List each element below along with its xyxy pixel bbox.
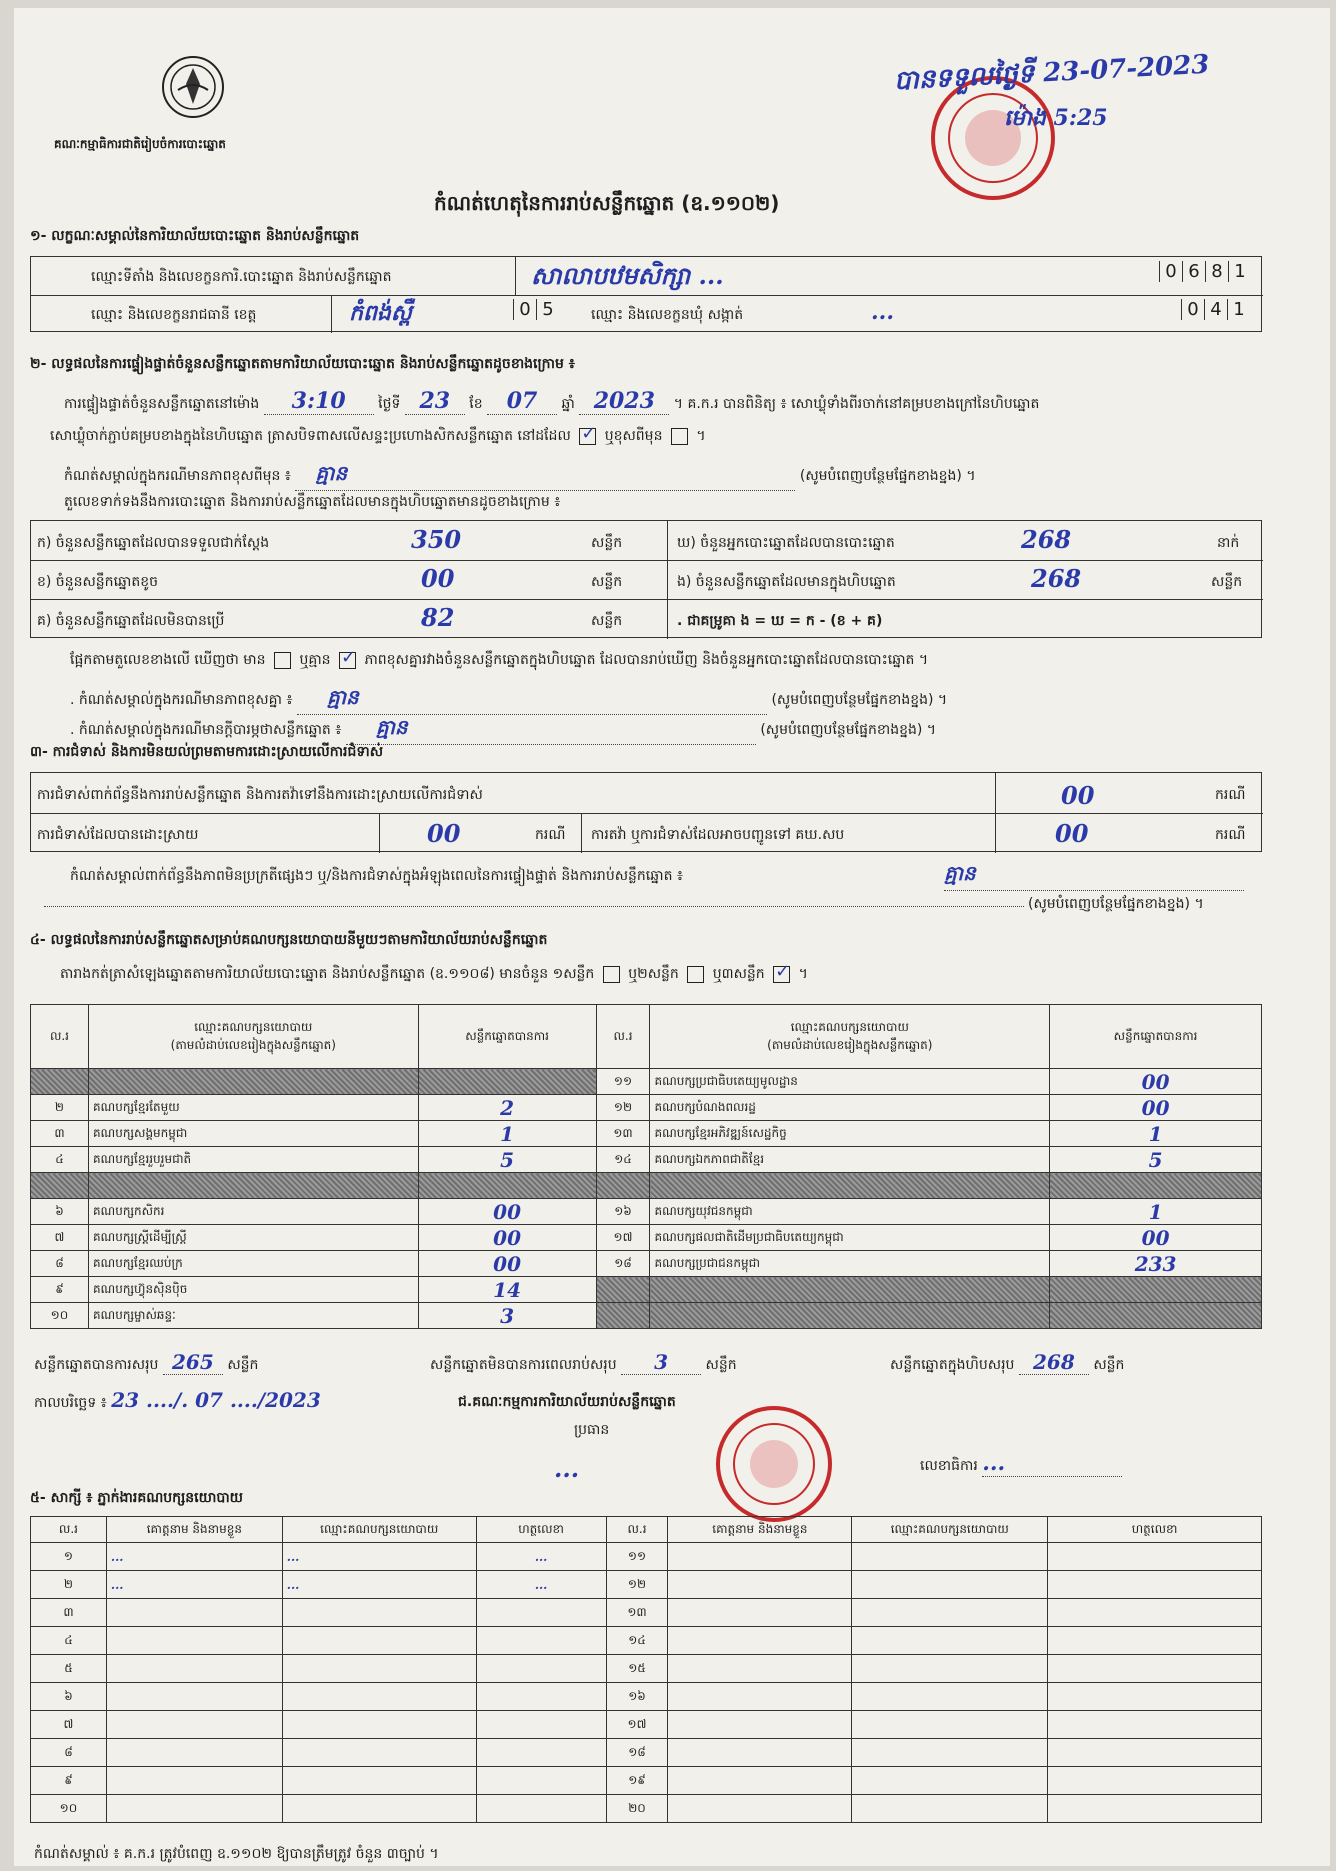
section1-heading: ១- លក្ខណៈសម្គាល់នៃការិយាល័យបោះឆ្នោត និងរាប់សន្លឹកឆ្នោត xyxy=(30,228,360,244)
witness-no-cell-right: ១៣ xyxy=(606,1599,668,1627)
party-no-cell: ៧ xyxy=(31,1225,89,1251)
table-row xyxy=(31,1683,1262,1711)
party-votes-cell: 14 xyxy=(418,1277,596,1303)
witness-party-cell: ... xyxy=(282,1543,476,1571)
verify-month: 07 xyxy=(487,388,557,415)
col-votes-right: សន្លឹកឆ្នោតបានការ xyxy=(1050,1005,1262,1069)
table-row xyxy=(31,1277,1262,1303)
witness-party-cell xyxy=(282,1739,476,1767)
party-votes-cell: 1 xyxy=(1050,1121,1262,1147)
witness-signature-cell xyxy=(476,1655,606,1683)
party-votes-cell: 2 xyxy=(418,1095,596,1121)
witness-table xyxy=(30,1516,1262,1823)
party-votes-cell xyxy=(1050,1173,1262,1199)
witness-col-name-right: គោត្តនាម និងនាមខ្លួន xyxy=(668,1517,852,1543)
difference-note-line: . កំណត់សម្គាល់ក្នុងករណីមានភាពខុសគ្នា ៖ គ្មាន (សូមបំពេញបន្ថែមផ្នែកខាងខ្នង) ។ xyxy=(70,684,947,715)
party-votes-cell: 00 xyxy=(418,1251,596,1277)
box-ballots-label: ង) ចំនួនសន្លឹកឆ្នោតដែលមានក្នុងហិបឆ្នោត xyxy=(677,574,896,590)
witness-signature-cell-right xyxy=(1048,1571,1262,1599)
table-row xyxy=(31,1711,1262,1739)
diff-note-value: គ្មាន xyxy=(295,460,795,491)
party-party-cell: គណបក្សម្ចាស់ឆន្ទៈ xyxy=(88,1303,418,1329)
irregularity-note-label: កំណត់សម្គាល់ពាក់ព័ន្ធនឹងភាពមិនប្រក្រតីផ្សេងៗ ឬ/និងការជំទាស់ក្នុងអំឡុងពេលនៃការផ្ទៀងផ្ទាត់ និងការរាប់សន្លឹកឆ្នោត ៖ xyxy=(70,868,684,884)
party-results-table xyxy=(30,1004,1262,1329)
witness-signature-cell xyxy=(476,1711,606,1739)
witness-name-cell-right xyxy=(668,1767,852,1795)
witness-col-party-right: ឈ្មោះគណបក្សនយោបាយ xyxy=(852,1517,1048,1543)
witness-no-cell: ៥ xyxy=(31,1655,107,1683)
witness-name-cell-right xyxy=(668,1711,852,1739)
party-party-cell xyxy=(650,1277,1050,1303)
table-row xyxy=(31,1739,1262,1767)
tally-3-sheet-checkbox[interactable]: ✓ xyxy=(775,960,791,982)
committee-stamp-icon xyxy=(714,1404,834,1524)
witness-name-cell-right xyxy=(668,1627,852,1655)
witness-no-cell: ១០ xyxy=(31,1795,107,1823)
party-votes-cell: 1 xyxy=(418,1121,596,1147)
witness-no-cell-right: ១២ xyxy=(606,1571,668,1599)
party-party-cell: គណបក្សខ្មែរតែមួយ xyxy=(88,1095,418,1121)
witness-col-party: ឈ្មោះគណបក្សនយោបាយ xyxy=(282,1517,476,1543)
witness-signature-cell xyxy=(476,1739,606,1767)
party-no-cell: ៨ xyxy=(31,1251,89,1277)
witness-no-cell-right: ១៥ xyxy=(606,1655,668,1683)
witness-name-cell-right xyxy=(668,1599,852,1627)
objection-forwarded-value: 00 xyxy=(1055,819,1089,848)
party-party-cell: គណបក្សខ្មែរឈប់ក្រ xyxy=(88,1251,418,1277)
witness-signature-cell: ... xyxy=(476,1543,606,1571)
difference-yes-checkbox[interactable] xyxy=(274,652,291,669)
witness-signature-cell-right xyxy=(1048,1711,1262,1739)
witness-signature-cell-right xyxy=(1048,1599,1262,1627)
province-value: កំពង់ស្ពឺ xyxy=(349,300,412,326)
party-no-cell: ១៧ xyxy=(596,1225,650,1251)
difference-no-checkbox[interactable]: ✓ xyxy=(341,646,357,668)
witness-no-cell: ៣ xyxy=(31,1599,107,1627)
party-party-cell: គណបក្សហ៊្វុនស៊ិនប៉ិច xyxy=(88,1277,418,1303)
table-row xyxy=(31,1095,1262,1121)
party-party-cell: គណបក្សប្រជាជនកម្ពុជា xyxy=(650,1251,1050,1277)
received-ballots-value: 350 xyxy=(411,525,462,554)
witness-signature-cell-right xyxy=(1048,1543,1262,1571)
party-party-cell: គណបក្សបំណងពលរដ្ឋ xyxy=(650,1095,1050,1121)
total-valid-value: 265 xyxy=(163,1350,223,1375)
witness-signature-cell-right xyxy=(1048,1655,1262,1683)
footnote: កំណត់សម្គាល់ ៖ គ.ក.រ ត្រូវបំពេញ ឧ.១១០២ ឱ្យបានត្រឹមត្រូវ ចំនួន ៣ច្បាប់ ។ xyxy=(34,1846,439,1862)
secretary-line: លេខាធិការ ... xyxy=(920,1450,1122,1477)
witness-name-cell xyxy=(106,1599,282,1627)
voters-value: 268 xyxy=(1021,525,1072,554)
date-line: កាលបរិច្ឆេទ ៖ 23 ..../. 07 ..../2023 xyxy=(34,1388,321,1412)
witness-col-name: គោត្តនាម និងនាមខ្លួន xyxy=(106,1517,282,1543)
irregularity-note-suffix: (សូមបំពេញបន្ថែមផ្នែកខាងខ្នង) ។ xyxy=(1028,896,1204,912)
party-party-cell: គណបក្សយុវជនកម្ពុជា xyxy=(650,1199,1050,1225)
witness-signature-cell xyxy=(476,1795,606,1823)
nec-emblem-icon xyxy=(160,54,226,120)
table-row xyxy=(31,1147,1262,1173)
total-valid-line: សន្លឹកឆ្នោតបានការសរុប 265 សន្លឹក xyxy=(34,1350,259,1374)
party-no-cell: ៩ xyxy=(31,1277,89,1303)
objection-forwarded-label: ការតវ៉ា ឬការជំទាស់ដែលអាចបញ្ជូនទៅ គឃ.សប xyxy=(591,827,845,843)
witness-party-cell xyxy=(282,1767,476,1795)
section4-heading: ៤- លទ្ធផលនៃការរាប់សន្លឹកឆ្នោតសម្រាប់គណបក្សនយោបាយនីមួយៗតាមការិយាល័យរាប់សន្លឹកឆ្នោត xyxy=(30,932,548,948)
party-no-cell: ៣ xyxy=(31,1121,89,1147)
party-votes-cell xyxy=(1050,1277,1262,1303)
total-invalid-line: សន្លឹកឆ្នោតមិនបានការពេលរាប់សរុប 3 សន្លឹក xyxy=(430,1350,737,1374)
witness-no-cell: ៩ xyxy=(31,1767,107,1795)
witness-no-cell: ៦ xyxy=(31,1683,107,1711)
tally-1-sheet-checkbox[interactable] xyxy=(603,966,620,983)
party-votes-cell: 1 xyxy=(1050,1199,1262,1225)
table-row xyxy=(31,1767,1262,1795)
party-votes-cell: 5 xyxy=(418,1147,596,1173)
witness-no-cell-right: ១៤ xyxy=(606,1627,668,1655)
table-row xyxy=(31,1069,1262,1095)
party-votes-cell: 3 xyxy=(418,1303,596,1329)
spoiled-ballots-unit: សន្លឹក xyxy=(591,574,623,590)
witness-name-cell xyxy=(106,1739,282,1767)
voters-unit: នាក់ xyxy=(1217,535,1240,551)
table-row xyxy=(31,1251,1262,1277)
party-votes-cell xyxy=(418,1173,596,1199)
witness-signature-cell-right xyxy=(1048,1767,1262,1795)
witness-party-cell-right xyxy=(852,1739,1048,1767)
party-no-cell: ១២ xyxy=(596,1095,650,1121)
verify-day: 23 xyxy=(405,388,465,415)
verify-time-line: ការផ្ទៀងផ្ទាត់ចំនួនសន្លឹកឆ្នោតនៅម៉ោង 3:10 ថ្ងៃទី 23 ខែ 07 ឆ្នាំ 2023 ។ គ.ក.រ បានពិនិត្យ ៖ សោឃ្លុំទាំងពីរចាក់នៅគម្របខាងក្រៅនៃហិបឆ្នោត xyxy=(64,388,1040,414)
party-votes-cell: 00 xyxy=(1050,1225,1262,1251)
table-row xyxy=(31,1655,1262,1683)
tally-sheet-line: តារាងកត់ត្រាសំឡេងឆ្នោតតាមការិយាល័យបោះឆ្នោត និងរាប់សន្លឹកឆ្នោត (ឧ.១១០៨) មានចំនួន ១សន្លឹក ឬ២សន្លឹក ឬ៣សន្លឹក ✓ ។ xyxy=(60,960,808,982)
witness-party-cell-right xyxy=(852,1655,1048,1683)
party-party-cell: គណបក្សខ្មែររួបរួមជាតិ xyxy=(88,1147,418,1173)
party-party-cell xyxy=(88,1069,418,1095)
document-page xyxy=(14,8,1330,1866)
formula: . ជាគម្រូគា ង = ឃ = ក - (ខ + គ) xyxy=(677,613,883,629)
party-party-cell: គណបក្សផលជាតិដើមប្រជាធិបតេយ្យកម្ពុជា xyxy=(650,1225,1050,1251)
received-ballots-unit: សន្លឹក xyxy=(591,535,623,551)
witness-party-cell xyxy=(282,1599,476,1627)
witness-name-cell xyxy=(106,1711,282,1739)
concern-note-value: គ្មាន xyxy=(346,714,756,745)
objection-resolved-label: ការជំទាស់ដែលបានដោះស្រាយ xyxy=(37,827,199,843)
witness-name-cell: ... xyxy=(106,1571,282,1599)
witness-signature-cell-right xyxy=(1048,1683,1262,1711)
witness-name-cell xyxy=(106,1655,282,1683)
unused-ballots-label: គ) ចំនួនសន្លឹកឆ្នោតដែលមិនបានប្រើ xyxy=(37,613,225,629)
witness-signature-cell: ... xyxy=(476,1571,606,1599)
party-no-cell: ៤ xyxy=(31,1147,89,1173)
verify-year: 2023 xyxy=(579,388,669,415)
witness-signature-cell-right xyxy=(1048,1627,1262,1655)
party-no-cell: ១០ xyxy=(31,1303,89,1329)
witness-name-cell xyxy=(106,1683,282,1711)
objection-related-value: 00 xyxy=(1061,781,1095,810)
commune-label: ឈ្មោះ និងលេខក្ខនឃុំ សង្កាត់ xyxy=(591,307,744,323)
unused-ballots-unit: សន្លឹក xyxy=(591,613,623,629)
section2-heading: ២- លទ្ធផលនៃការផ្ទៀងផ្ទាត់ចំនួនសន្លឹកឆ្នោតតាមការិយាល័យបោះឆ្នោត និងរាប់សន្លឹកឆ្នោតដូចខាងក្រោម ៖ xyxy=(30,356,575,372)
witness-name-cell-right xyxy=(668,1543,852,1571)
witness-no-cell-right: ១៩ xyxy=(606,1767,668,1795)
chair-label: ប្រធាន xyxy=(574,1422,610,1438)
date-value: 23 ..../. 07 ..../2023 xyxy=(111,1388,321,1412)
witness-signature-cell-right xyxy=(1048,1739,1262,1767)
difference-note-value: គ្មាន xyxy=(297,684,767,715)
table-row xyxy=(31,1599,1262,1627)
witness-col-no: ល.រ xyxy=(31,1517,107,1543)
secretary-value: ... xyxy=(982,1450,1122,1477)
party-no-cell: ១៤ xyxy=(596,1147,650,1173)
witness-signature-cell xyxy=(476,1767,606,1795)
table-row xyxy=(31,1173,1262,1199)
box-ballots-value: 268 xyxy=(1031,564,1082,593)
verify-time: 3:10 xyxy=(264,388,374,415)
witness-party-cell: ... xyxy=(282,1571,476,1599)
party-votes-cell xyxy=(1050,1303,1262,1329)
witness-party-cell xyxy=(282,1683,476,1711)
seal-check-line: សោឃ្លុំចាក់ភ្ជាប់គម្របខាងក្នុងនៃហិបឆ្នោត ត្រាសបិទពាសលើសន្ទះប្រហោងសិកសន្លឹកឆ្នោត នៅដដែល ✓ ឬខុសពីមុន ។ xyxy=(50,422,706,444)
party-party-cell xyxy=(88,1173,418,1199)
table-row xyxy=(31,1795,1262,1823)
box-ballots-unit: សន្លឹក xyxy=(1211,574,1243,590)
witness-name-cell-right xyxy=(668,1571,852,1599)
total-box-value: 268 xyxy=(1019,1350,1089,1375)
org-name: គណៈកម្មាធិការជាតិរៀបចំការបោះឆ្នោត xyxy=(54,137,226,151)
table-row xyxy=(31,1225,1262,1251)
party-votes-cell xyxy=(418,1069,596,1095)
spoiled-ballots-label: ខ) ចំនួនសន្លឹកឆ្នោតខូច xyxy=(37,574,158,590)
witness-name-cell xyxy=(106,1767,282,1795)
ballot-numbers-table xyxy=(30,520,1262,638)
voters-label: ឃ) ចំនួនអ្នកបោះឆ្នោតដែលបានបោះឆ្នោត xyxy=(677,535,895,551)
party-no-cell: ១៣ xyxy=(596,1121,650,1147)
witness-party-cell-right xyxy=(852,1571,1048,1599)
location-label: ឈ្មោះទីតាំង និងលេខក្ខនការិ.បោះឆ្នោត និងរាប់សន្លឹកឆ្នោត xyxy=(91,269,392,285)
witness-no-cell-right: ១៨ xyxy=(606,1739,668,1767)
witness-party-cell xyxy=(282,1795,476,1823)
objections-table xyxy=(30,772,1262,852)
document-title: កំណត់ហេតុនៃការរាប់សន្លឹកឆ្នោត (ឧ.១១០២) xyxy=(434,191,780,215)
witness-col-signature-right: ហត្ថលេខា xyxy=(1048,1517,1262,1543)
party-votes-cell: 00 xyxy=(418,1199,596,1225)
party-no-cell xyxy=(596,1277,650,1303)
party-votes-cell: 00 xyxy=(418,1225,596,1251)
party-party-cell: គណបក្សឯកភាពជាតិខ្មែរ xyxy=(650,1147,1050,1173)
party-party-cell: គណបក្សកសិករ xyxy=(88,1199,418,1225)
table-row xyxy=(31,1121,1262,1147)
unused-ballots-value: 82 xyxy=(421,603,455,632)
section3-heading: ៣- ការជំទាស់ និងការមិនយល់ព្រមតាមការដោះស្រាយលើការជំទាស់ xyxy=(30,744,384,760)
total-box-line: សន្លឹកឆ្នោតក្នុងហិបសរុប 268 សន្លឹក xyxy=(890,1350,1125,1374)
party-votes-cell: 5 xyxy=(1050,1147,1262,1173)
party-votes-cell: 233 xyxy=(1050,1251,1262,1277)
witness-no-cell: ៨ xyxy=(31,1739,107,1767)
seal-different-checkbox[interactable] xyxy=(671,428,688,445)
witness-signature-cell-right xyxy=(1048,1795,1262,1823)
party-no-cell: ២ xyxy=(31,1095,89,1121)
section1-table xyxy=(30,256,1262,332)
party-no-cell xyxy=(596,1173,650,1199)
committee-label: ជ.គណៈកម្មការការិយាល័យរាប់សន្លឹកឆ្នោត xyxy=(458,1394,676,1410)
witness-col-signature: ហត្ថលេខា xyxy=(476,1517,606,1543)
province-label: ឈ្មោះ និងលេខក្ខនរាជធានី ខេត្ត xyxy=(91,307,257,323)
table-row xyxy=(31,1303,1262,1329)
location-code: 0 6 8 1 xyxy=(1159,261,1251,282)
witness-name-cell: ... xyxy=(106,1543,282,1571)
objection-related-label: ការជំទាស់ពាក់ព័ន្ធនឹងការរាប់សន្លឹកឆ្នោត និងការតវ៉ាទៅនឹងការដោះស្រាយលើការជំទាស់ xyxy=(37,787,483,803)
diff-note-line: កំណត់សម្គាល់ក្នុងករណីមានភាពខុសពីមុន ៖ គ្មាន (សូមបំពេញបន្ថែមផ្នែកខាងខ្នង) ។ xyxy=(64,460,976,491)
party-no-cell: ១៨ xyxy=(596,1251,650,1277)
witness-no-cell: ៤ xyxy=(31,1627,107,1655)
party-no-cell xyxy=(31,1173,89,1199)
stamp-received-time: ម៉ោង 5:25 xyxy=(1004,105,1108,131)
witness-party-cell-right xyxy=(852,1627,1048,1655)
commune-code: 0 4 1 xyxy=(1181,299,1250,320)
witness-signature-cell xyxy=(476,1627,606,1655)
witness-no-cell-right: ១១ xyxy=(606,1543,668,1571)
witness-no-cell-right: ១៧ xyxy=(606,1711,668,1739)
party-party-cell: គណបក្សស្ត្រីដើម្បីស្ត្រី xyxy=(88,1225,418,1251)
objection-resolved-value: 00 xyxy=(427,819,461,848)
concern-note-line: . កំណត់សម្គាល់ក្នុងករណីមានក្តីបារម្ភថាសន្លឹកឆ្នោត ៖ គ្មាន (សូមបំពេញបន្ថែមផ្នែកខាងខ្នង) ។ xyxy=(70,714,936,745)
witness-no-cell: ៧ xyxy=(31,1711,107,1739)
province-code: 0 5 xyxy=(513,299,559,320)
objection-related-unit: ករណី xyxy=(1215,787,1246,803)
party-party-cell: គណបក្សប្រជាធិបតេយ្យមូលដ្ឋាន xyxy=(650,1069,1050,1095)
witness-party-cell-right xyxy=(852,1711,1048,1739)
party-votes-cell: 00 xyxy=(1050,1069,1262,1095)
witness-no-cell-right: ១៦ xyxy=(606,1683,668,1711)
received-ballots-label: ក) ចំនួនសន្លឹកឆ្នោតដែលបានទទួលជាក់ស្តែង xyxy=(37,535,270,551)
irregularity-note-value: គ្មាន xyxy=(944,860,1244,891)
witness-no-cell: ២ xyxy=(31,1571,107,1599)
witness-no-cell-right: ២០ xyxy=(606,1795,668,1823)
col-no-left: ល.រ xyxy=(31,1005,89,1069)
party-no-cell: ១១ xyxy=(596,1069,650,1095)
chair-signature: ... xyxy=(554,1454,580,1483)
col-votes-left: សន្លឹកឆ្នោតបានការ xyxy=(418,1005,596,1069)
witness-name-cell xyxy=(106,1627,282,1655)
witness-party-cell xyxy=(282,1655,476,1683)
witness-party-cell-right xyxy=(852,1543,1048,1571)
party-party-cell: គណបក្សខ្មែរអភិវឌ្ឍន៍សេដ្ឋកិច្ច xyxy=(650,1121,1050,1147)
witness-party-cell-right xyxy=(852,1683,1048,1711)
witness-party-cell-right xyxy=(852,1795,1048,1823)
col-party-left: ឈ្មោះគណបក្សនយោបាយ (តាមលំដាប់លេខរៀងក្នុងសន្លឹកឆ្នោត) xyxy=(88,1005,418,1069)
party-votes-cell: 00 xyxy=(1050,1095,1262,1121)
objection-resolved-unit: ករណី xyxy=(535,827,566,843)
difference-line: ផ្អែកតាមតួលេខខាងលើ ឃើញថា មាន ឬគ្មាន ✓ ភាពខុសគ្នារវាងចំនួនសន្លឹកឆ្នោតក្នុងហិបឆ្នោត ដែលបានរាប់ឃើញ និងចំនួនអ្នកបោះឆ្នោតដែលបានបោះឆ្នោត ។ xyxy=(70,646,929,668)
witness-signature-cell xyxy=(476,1683,606,1711)
witness-party-cell xyxy=(282,1711,476,1739)
witness-name-cell-right xyxy=(668,1739,852,1767)
witness-name-cell xyxy=(106,1795,282,1823)
col-party-right: ឈ្មោះគណបក្សនយោបាយ (តាមលំដាប់លេខរៀងក្នុងសន្លឹកឆ្នោត) xyxy=(650,1005,1050,1069)
witness-name-cell-right xyxy=(668,1683,852,1711)
party-party-cell: គណបក្សសង្គមកម្ពុជា xyxy=(88,1121,418,1147)
witness-name-cell-right xyxy=(668,1795,852,1823)
witness-party-cell xyxy=(282,1627,476,1655)
total-invalid-value: 3 xyxy=(621,1350,701,1375)
witness-party-cell-right xyxy=(852,1599,1048,1627)
witness-no-cell: ១ xyxy=(31,1543,107,1571)
party-no-cell: ៦ xyxy=(31,1199,89,1225)
witness-signature-cell xyxy=(476,1599,606,1627)
party-party-cell xyxy=(650,1173,1050,1199)
witness-col-no-right: ល.រ xyxy=(606,1517,668,1543)
table-row xyxy=(31,1571,1262,1599)
seal-same-checkbox[interactable]: ✓ xyxy=(581,422,597,444)
party-party-cell xyxy=(650,1303,1050,1329)
party-no-cell xyxy=(31,1069,89,1095)
location-value: សាលាបឋមសិក្សា ... xyxy=(531,261,724,290)
tally-2-sheet-checkbox[interactable] xyxy=(687,966,704,983)
spoiled-ballots-value: 00 xyxy=(421,564,455,593)
witness-party-cell-right xyxy=(852,1767,1048,1795)
section5-heading: ៥- សាក្សី ៖ ភ្នាក់ងារគណបក្សនយោបាយ xyxy=(30,1490,244,1506)
objection-forwarded-unit: ករណី xyxy=(1215,827,1246,843)
party-no-cell xyxy=(596,1303,650,1329)
numbers-intro: តួលេខទាក់ទងនឹងការបោះឆ្នោត និងការរាប់សន្លឹកឆ្នោតដែលមានក្នុងហិបឆ្នោតមានដូចខាងក្រោម ៖ xyxy=(64,494,561,510)
commune-value: ... xyxy=(871,299,894,325)
col-no-right: ល.រ xyxy=(596,1005,650,1069)
table-row xyxy=(31,1627,1262,1655)
party-no-cell: ១៦ xyxy=(596,1199,650,1225)
witness-name-cell-right xyxy=(668,1655,852,1683)
table-row xyxy=(31,1543,1262,1571)
table-row xyxy=(31,1199,1262,1225)
stamp-received-note: បានទទួលថ្ងៃទី 23-07-2023 xyxy=(893,49,1211,97)
